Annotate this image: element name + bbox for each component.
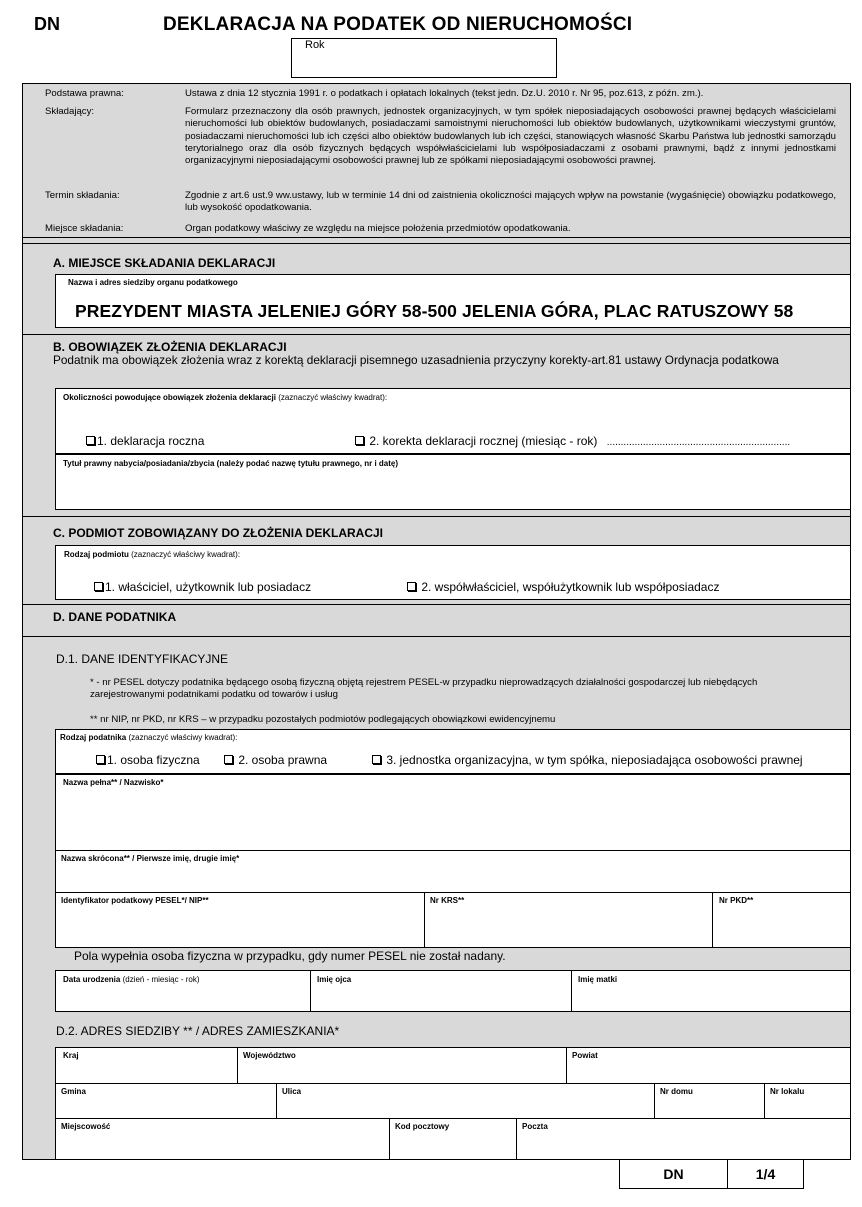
father-name-field[interactable] xyxy=(310,970,572,1012)
birth-date-label: Data urodzenia (dzień - miesiąc - rok) xyxy=(63,975,200,984)
year-label: Rok xyxy=(305,39,325,51)
taxpayer-kind-label: Rodzaj podatnika (zaznaczyć właściwy kwadrat): xyxy=(60,733,238,742)
post-office-label: Poczta xyxy=(522,1122,548,1131)
option-owner[interactable]: 1. właściciel, użytkownik lub posiadacz xyxy=(94,580,311,594)
postal-code-field[interactable] xyxy=(389,1118,517,1160)
nip-footnote: ** nr NIP, nr PKD, nr KRS – w przypadku pozostałych podmiotów podlegających obowiązkowi ewidencyjnemu xyxy=(90,714,556,725)
correction-note: Podatnik ma obowiązek złożenia wraz z korektą deklaracji pisemnego uzasadnienia przyczyny korekty-art.81 ustawy Ordynacja podatkowa xyxy=(53,353,779,367)
checkbox-icon[interactable] xyxy=(355,436,364,445)
city-field[interactable] xyxy=(55,1118,390,1160)
info-legal-basis-text: Ustawa z dnia 12 stycznia 1991 r. o podatkach i opłatach lokalnych (tekst jedn. Dz.U. 2010 r. Nr 95, poz.613, z późn. zm.). xyxy=(185,88,704,99)
checkbox-icon[interactable] xyxy=(372,755,381,764)
footer-code: DN xyxy=(663,1166,684,1182)
section-d-title: D. DANE PODATNIKA xyxy=(53,610,177,624)
country-field[interactable] xyxy=(55,1047,238,1084)
divider xyxy=(22,334,851,335)
divider xyxy=(22,243,851,244)
tax-office-field[interactable] xyxy=(55,274,851,328)
legal-title-label: Tytuł prawny nabycia/posiadania/zbycia (należy podać nazwę tytułu prawnego, nr i datę) xyxy=(63,459,399,468)
checkbox-icon[interactable] xyxy=(94,582,103,591)
option-annual-declaration[interactable]: 1. deklaracja roczna xyxy=(86,434,204,448)
divider xyxy=(22,636,851,637)
option-legal-person[interactable]: 2. osoba prawna xyxy=(224,753,327,767)
circumstances-label: Okoliczności powodujące obowiązek złożenia deklaracji (zaznaczyć właściwy kwadrat): xyxy=(63,393,388,402)
flat-number-field[interactable] xyxy=(764,1083,851,1119)
footer-page-box xyxy=(727,1159,804,1189)
info-deadline-text: Zgodnie z art.6 ust.9 ww.ustawy, lub w terminie 14 dni od zaistnienia okoliczności mających wpływ na powstanie (wygaśnięcie) obowiązku podatkowego, lub wysokość opodatkowania. xyxy=(185,190,836,214)
pkd-label: Nr PKD** xyxy=(719,896,754,905)
option-correction[interactable]: 2. korekta deklaracji rocznej (miesiąc - rok) .................................................................. xyxy=(355,434,790,448)
postal-code-label: Kod pocztowy xyxy=(395,1122,450,1131)
tax-office-label: Nazwa i adres siedziby organu podatkowego xyxy=(68,278,238,287)
house-number-field[interactable] xyxy=(654,1083,765,1119)
section-a-title: A. MIEJSCE SKŁADANIA DEKLARACJI xyxy=(53,256,276,270)
tax-office-value: PREZYDENT MIASTA JELENIEJ GÓRY 58-500 JELENIA GÓRA, PLAC RATUSZOWY 58 xyxy=(75,301,794,321)
circumstances-box xyxy=(55,388,851,454)
mother-name-label: Imię matki xyxy=(578,975,618,984)
county-field[interactable] xyxy=(566,1047,851,1084)
legal-title-field[interactable] xyxy=(55,454,851,510)
house-number-label: Nr domu xyxy=(660,1087,693,1096)
info-deadline-label: Termin składania: xyxy=(45,190,120,201)
form-code: DN xyxy=(34,14,60,34)
city-label: Miejscowość xyxy=(61,1122,111,1131)
option-organizational-unit[interactable]: 3. jednostka organizacyjna, w tym spółka, nieposiadająca osobowości prawnej xyxy=(372,753,803,767)
commune-field[interactable] xyxy=(55,1083,277,1119)
short-name-label: Nazwa skrócona** / Pierwsze imię, drugie imię* xyxy=(61,854,240,863)
info-legal-basis-label: Podstawa prawna: xyxy=(45,88,124,99)
voivodeship-field[interactable] xyxy=(237,1047,567,1084)
checkbox-icon[interactable] xyxy=(224,755,233,764)
county-label: Powiat xyxy=(572,1051,598,1060)
option-natural-person[interactable]: 1. osoba fizyczna xyxy=(96,753,200,767)
info-place-text: Organ podatkowy właściwy ze względu na miejsce położenia przedmiotów opodatkowania. xyxy=(185,223,571,234)
full-name-label: Nazwa pełna** / Nazwisko* xyxy=(63,778,164,787)
father-name-label: Imię ojca xyxy=(317,975,352,984)
divider xyxy=(22,516,851,517)
entity-kind-box xyxy=(55,545,851,600)
page-number: 1/4 xyxy=(755,1166,776,1182)
full-name-field[interactable] xyxy=(55,774,851,851)
footer-code-box xyxy=(619,1159,728,1189)
street-field[interactable] xyxy=(276,1083,655,1119)
commune-label: Gmina xyxy=(61,1087,86,1096)
tax-id-label: Identyfikator podatkowy PESEL*/ NIP** xyxy=(61,896,209,905)
pesel-footnote: * - nr PESEL dotyczy podatnika będącego osobą fizyczną objętą rejestrem PESEL-w przypadku nieprowadzących działalności gospodarczej lub niebędących zarejestrowanymi podatnikami podatku od towarów i usług xyxy=(90,677,758,701)
voivodeship-label: Województwo xyxy=(243,1051,296,1060)
section-c-title: C. PODMIOT ZOBOWIĄZANY DO ZŁOŻENIA DEKLARACJI xyxy=(53,526,383,540)
checkbox-icon[interactable] xyxy=(96,755,105,764)
post-office-field[interactable] xyxy=(516,1118,851,1160)
mother-name-field[interactable] xyxy=(571,970,851,1012)
pkd-field[interactable] xyxy=(712,892,851,948)
checkbox-icon[interactable] xyxy=(86,436,95,445)
taxpayer-kind-box xyxy=(55,729,851,774)
entity-kind-label: Rodzaj podmiotu (zaznaczyć właściwy kwadrat): xyxy=(64,550,241,559)
divider xyxy=(22,604,851,605)
checkbox-icon[interactable] xyxy=(407,582,416,591)
section-d2-title: D.2. ADRES SIEDZIBY ** / ADRES ZAMIESZKANIA* xyxy=(56,1024,340,1038)
option-co-owner[interactable]: 2. współwłaściciel, współużytkownik lub współposiadacz xyxy=(407,580,719,594)
pesel-note: Pola wypełnia osoba fizyczna w przypadku, gdy numer PESEL nie został nadany. xyxy=(74,949,506,963)
info-filer-label: Składający: xyxy=(45,106,95,117)
correction-date-dots[interactable]: .................................................................. xyxy=(606,437,791,448)
info-place-label: Miejsce składania: xyxy=(45,223,124,234)
krs-field[interactable] xyxy=(424,892,713,948)
street-label: Ulica xyxy=(282,1087,302,1096)
divider xyxy=(22,237,851,238)
flat-number-label: Nr lokalu xyxy=(770,1087,805,1096)
form-title: DEKLARACJA NA PODATEK OD NIERUCHOMOŚCI xyxy=(163,14,633,35)
krs-label: Nr KRS** xyxy=(430,896,465,905)
year-field[interactable] xyxy=(291,38,557,78)
info-filer-text: Formularz przeznaczony dla osób prawnych, jednostek organizacyjnych, w tym spółek nieposiadających osobowości prawnej będących właścicielami nieruchomości lub obiektów budowlanych, posiadaczami samoistnymi nieruchomości lub obiektów budowlanych, użytkownikami wieczystymi gruntów, posiadaczami nieruchomości lub ich części albo obiektów budowlanych lub ich części, stanowiących własność Skarbu Państwa lub jednostki samorządu terytorialnego oraz dla osób fizycznych będących współwłaścicielami lub współposiadaczami z osobami prawnymi, bądź z innymi jednostkami organizacyjnymi nieposiadającymi osobowości prawnej lub ze spółkami nieposiadającymi osobowości prawnej. xyxy=(185,106,836,167)
short-name-field[interactable] xyxy=(55,850,851,893)
tax-id-field[interactable] xyxy=(55,892,425,948)
section-b-title: B. OBOWIĄZEK ZŁOŻENIA DEKLARACJI xyxy=(53,340,287,354)
section-d1-title: D.1. DANE IDENTYFIKACYJNE xyxy=(56,652,229,666)
birth-date-field[interactable] xyxy=(55,970,311,1012)
country-label: Kraj xyxy=(63,1051,79,1060)
